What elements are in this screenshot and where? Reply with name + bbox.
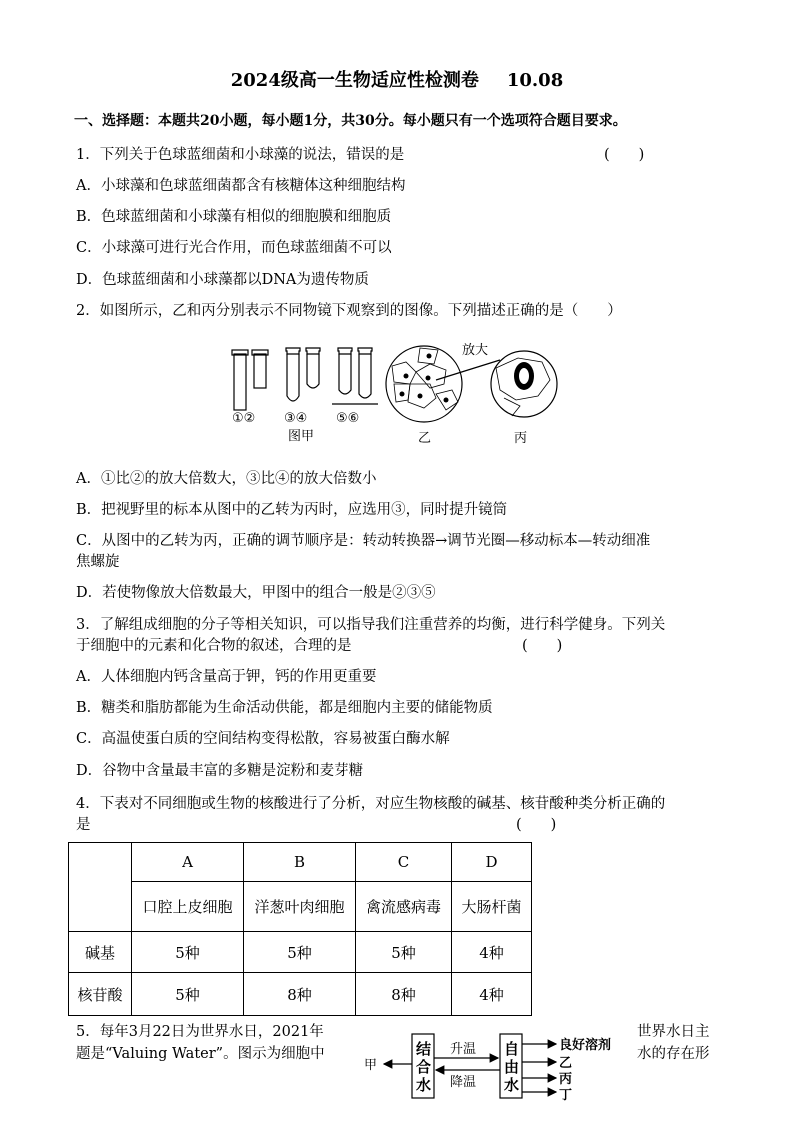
table-cell: 8种 <box>244 973 356 1016</box>
table-cell: 5种 <box>244 932 356 973</box>
eyepiece-lens-1-icon <box>232 350 248 410</box>
q4-stem-line1: 4．下表对不同细胞或生物的核酸进行了分析，对应生物核酸的碱基、核苷酸种类分析正确的 <box>76 796 666 812</box>
q5-stem-line2-left: 题是“Valuing Water”。图示为细胞中 <box>76 1046 325 1062</box>
q1-option-b: B．色球蓝细菌和小球藻有相似的细胞膜和细胞质 <box>76 209 392 225</box>
objective-lens-5-icon <box>338 348 352 394</box>
table-cell: C <box>356 843 452 882</box>
figure-caption-yi: 乙 <box>418 431 432 446</box>
page-title <box>0 66 794 92</box>
table-cell: 5种 <box>356 932 452 973</box>
label-ding: 丁 <box>559 1088 573 1103</box>
q2-option-b: B．把视野里的标本从图中的乙转为丙时，应选用③，同时提升镜筒 <box>76 502 508 518</box>
lens-label-3-4: ③④ <box>284 411 308 426</box>
table-cell: 4种 <box>452 932 532 973</box>
row-header: 核苷酸 <box>69 973 132 1016</box>
eyepiece-lens-2-icon <box>252 350 268 388</box>
objective-lens-6-icon <box>358 348 372 398</box>
exam-title: 2024级高一生物适应性检测卷 <box>230 70 479 91</box>
q3-option-b: B．糖类和脂肪都能为生命活动供能，都是细胞内主要的储能物质 <box>76 700 493 716</box>
exam-date: 10.08 <box>506 70 564 91</box>
table-row <box>69 932 532 973</box>
q3-answer-paren: ( ) <box>522 638 563 654</box>
q1-answer-paren: ( ) <box>604 147 645 163</box>
q2-figure <box>224 336 564 448</box>
magnify-label: 放大 <box>462 343 489 358</box>
table-cell: 禽流感病毒 <box>356 882 452 932</box>
q1-option-c: C．小球藻可进行光合作用，而色球蓝细菌不可以 <box>76 240 392 256</box>
q5-stem-line1-left: 5．每年3月22日为世界水日，2021年 <box>76 1024 324 1040</box>
label-bing: 丙 <box>559 1072 573 1087</box>
q2-stem: 2．如图所示，乙和丙分别表示不同物镜下观察到的图像。下列描述正确的是（ ） <box>76 303 622 319</box>
table-cell: 洋葱叶肉细胞 <box>244 882 356 932</box>
table-cell: 8种 <box>356 973 452 1016</box>
table-cell: 4种 <box>452 973 532 1016</box>
lens-label-1-2: ①② <box>232 411 256 426</box>
q2-option-d: D．若使物像放大倍数最大，甲图中的组合一般是②③⑤ <box>76 585 436 601</box>
table-cell: A <box>132 843 244 882</box>
label-heat: 升温 <box>450 1042 477 1057</box>
q4-stem-line2: 是 <box>76 817 91 833</box>
table-row <box>69 882 532 932</box>
label-bound-water-3: 水 <box>416 1076 432 1094</box>
table-cell: 5种 <box>132 973 244 1016</box>
label-bound-water-2: 合 <box>416 1058 432 1076</box>
water-form-diagram <box>360 1028 632 1120</box>
objective-lens-4-icon <box>306 348 320 388</box>
figure-caption-jia: 图甲 <box>288 429 315 444</box>
table-row <box>69 973 532 1016</box>
label-yi: 乙 <box>559 1056 573 1071</box>
table-cell: 5种 <box>132 932 244 973</box>
q3-option-c: C．高温使蛋白质的空间结构变得松散，容易被蛋白酶水解 <box>76 731 450 747</box>
q2-option-a: A．①比②的放大倍数大，③比④的放大倍数小 <box>76 471 377 487</box>
q3-stem-line2: 于细胞中的元素和化合物的叙述，合理的是 <box>76 638 352 654</box>
label-free-water-1: 自 <box>504 1040 520 1058</box>
figure-caption-bing: 丙 <box>514 431 528 446</box>
label-free-water-3: 水 <box>504 1076 520 1094</box>
q3-stem-line1: 3．了解组成细胞的分子等相关知识，可以指导我们注重营养的均衡，进行科学健身。下列关 <box>76 617 666 633</box>
label-good-solvent: 良好溶剂 <box>559 1038 612 1053</box>
q4-answer-paren: ( ) <box>516 817 557 833</box>
table-cell: 口腔上皮细胞 <box>132 882 244 932</box>
q3-option-d: D．谷物中含量最丰富的多糖是淀粉和麦芽糖 <box>76 763 364 779</box>
q1-option-a: A．小球藻和色球蓝细菌都含有核糖体这种细胞结构 <box>76 178 406 194</box>
nucleic-acid-table <box>68 842 532 1016</box>
table-row <box>69 843 532 882</box>
q5-stem-line2-right: 水的存在形 <box>637 1046 710 1062</box>
table-cell: B <box>244 843 356 882</box>
label-cool: 降温 <box>450 1075 477 1090</box>
table-cell: 大肠杆菌 <box>452 882 532 932</box>
label-free-water-2: 由 <box>504 1058 520 1076</box>
table-corner-cell <box>69 843 132 932</box>
q3-option-a: A．人体细胞内钙含量高于钾，钙的作用更重要 <box>76 669 377 685</box>
q1-option-d: D．色球蓝细菌和小球藻都以DNA为遗传物质 <box>76 272 369 288</box>
q2-option-c: C．从图中的乙转为丙，正确的调节顺序是：转动转换器→调节光圈—移动标本—转动细准 <box>76 533 651 549</box>
objective-lens-3-icon <box>286 348 300 401</box>
table-cell: D <box>452 843 532 882</box>
lens-label-5-6: ⑤⑥ <box>336 411 360 426</box>
label-jia: 甲 <box>364 1058 378 1073</box>
section-heading: 一、选择题：本题共20小题，每小题1分，共30分。每小题只有一个选项符合题目要求。 <box>74 113 627 129</box>
q5-stem-line1-right: 世界水日主 <box>637 1024 710 1040</box>
label-bound-water-1: 结 <box>416 1040 432 1058</box>
q2-option-c-cont: 焦螺旋 <box>76 554 120 570</box>
q1-stem: 1．下列关于色球蓝细菌和小球藻的说法，错误的是 <box>76 147 405 163</box>
row-header: 碱基 <box>69 932 132 973</box>
